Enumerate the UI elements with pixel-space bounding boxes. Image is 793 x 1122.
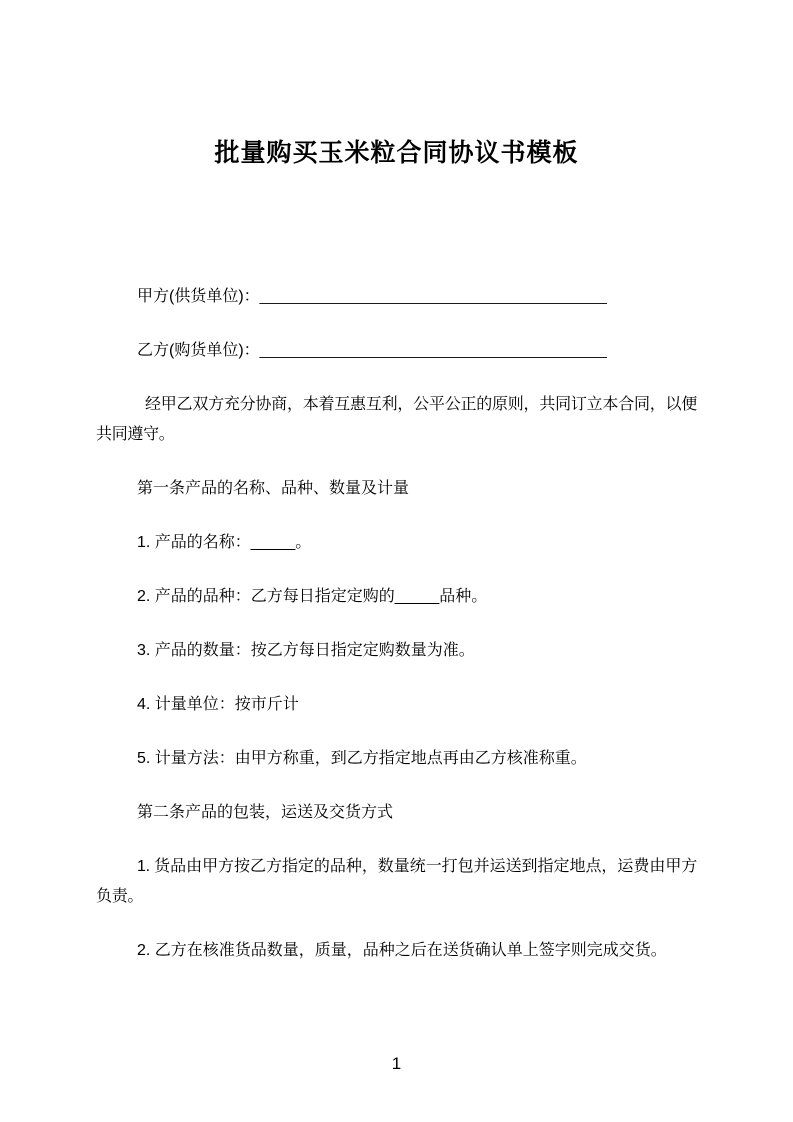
section-1-item-1: 1. 产品的名称：_____。 (137, 534, 312, 551)
section-2-item-2: 2. 乙方在核准货品数量，质量，品种之后在送货确认单上签字则完成交货。 (137, 942, 667, 959)
party-b-label: 乙方(购货单位)： (137, 342, 260, 359)
document-title: 批量购买玉米粒合同协议书模板 (214, 139, 579, 167)
party-a-line (96, 282, 697, 312)
party-a-blank-line: _______________________________________ (259, 288, 607, 305)
section-1-item-2: 2. 产品的品种：乙方每日指定定购的_____品种。 (137, 588, 488, 605)
intro-paragraph: 经甲乙双方充分协商，本着互惠互利，公平公正的原则，共同订立本合同，以便共同遵守。 (96, 396, 697, 443)
party-b-blank-line: _______________________________________ (259, 342, 607, 359)
section-2-item-1: 1. 货品由甲方按乙方指定的品种，数量统一打包并运送到指定地点，运费由甲方负责。 (96, 858, 697, 905)
document-body (96, 282, 697, 966)
section-1-heading: 第一条产品的名称、品种、数量及计量 (137, 480, 410, 497)
section-1-item-5: 5. 计量方法：由甲方称重，到乙方指定地点再由乙方核准称重。 (137, 750, 587, 767)
section-1-item-4: 4. 计量单位：按市斤计 (137, 696, 299, 713)
section-2-heading: 第二条产品的包装，运送及交货方式 (137, 804, 394, 821)
party-b-line (96, 336, 697, 366)
page-number: 1 (391, 1054, 402, 1073)
section-1-item-3: 3. 产品的数量：按乙方每日指定定购数量为准。 (137, 642, 475, 659)
party-a-label: 甲方(供货单位)： (137, 288, 260, 305)
